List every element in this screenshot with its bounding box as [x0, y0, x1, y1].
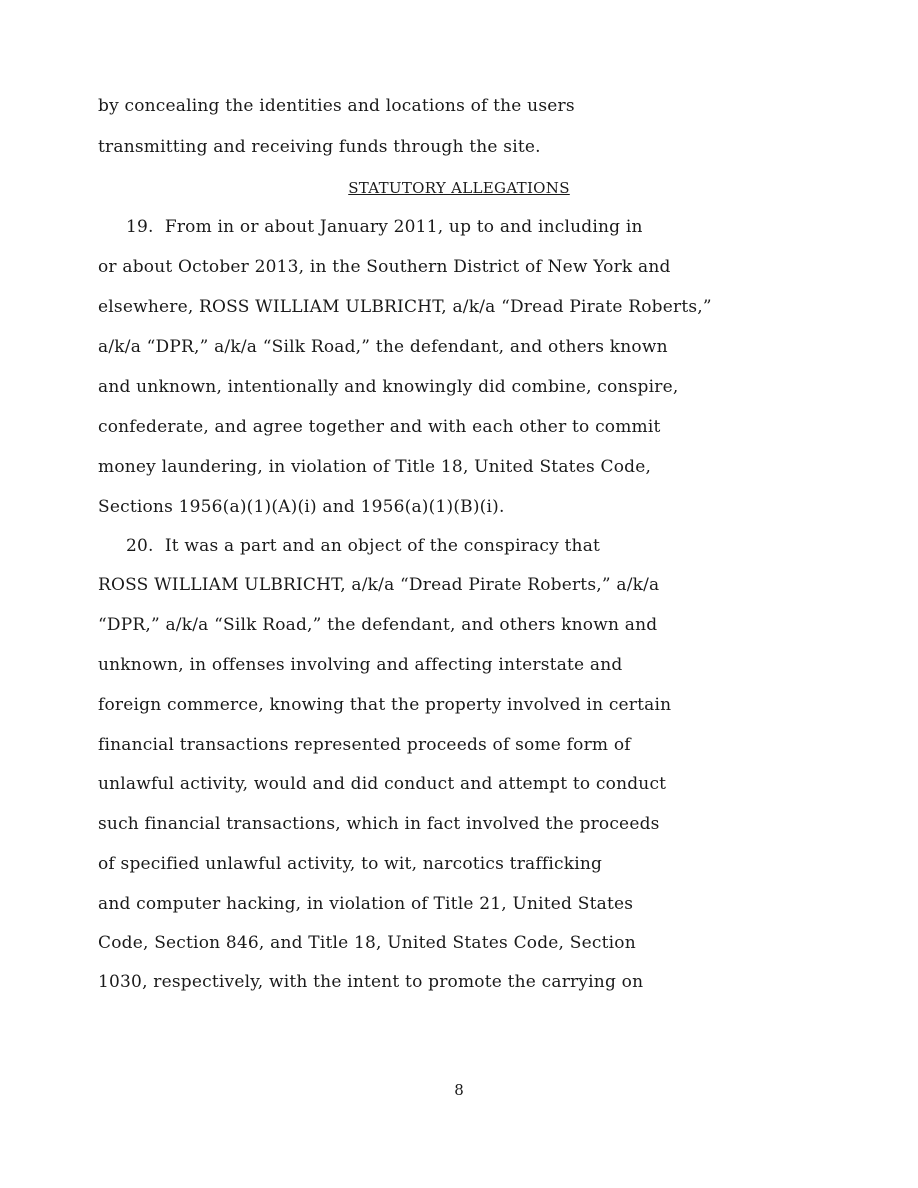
intro-line-2: transmitting and receiving funds through the site.: [98, 137, 541, 157]
paragraph-20-line-11: Code, Section 846, and Title 18, United States Code, Section: [98, 933, 636, 953]
paragraph-19-line-3: elsewhere, ROSS WILLIAM ULBRICHT, a/k/a “Dread Pirate Roberts,”: [98, 297, 712, 317]
paragraph-20-line-7: unlawful activity, would and did conduct and attempt to conduct: [98, 774, 667, 794]
paragraph-19-line-4: a/k/a “DPR,” a/k/a “Silk Road,” the defendant, and others known: [98, 337, 668, 357]
paragraph-20-line-9: of specified unlawful activity, to wit, narcotics trafficking: [98, 854, 603, 874]
paragraph-20-line-8: such financial transactions, which in fact involved the proceeds: [98, 814, 660, 834]
paragraph-19-line-1: 19. From in or about January 2011, up to and including in: [98, 217, 643, 237]
paragraph-20-line-2: ROSS WILLIAM ULBRICHT, a/k/a “Dread Pirate Roberts,” a/k/a: [98, 575, 660, 595]
paragraph-20-line-4: unknown, in offenses involving and affecting interstate and: [98, 655, 623, 675]
paragraph-20-line-3: “DPR,” a/k/a “Silk Road,” the defendant, and others known and: [98, 615, 658, 635]
paragraph-19-line-5: and unknown, intentionally and knowingly did combine, conspire,: [98, 377, 679, 397]
paragraph-19-line-2: or about October 2013, in the Southern District of New York and: [98, 257, 671, 277]
page-number: 8: [454, 1081, 464, 1099]
section-heading: [0, 178, 918, 198]
section-heading-text: STATUTORY ALLEGATIONS: [348, 179, 570, 197]
paragraph-19-line-8: Sections 1956(a)(1)(A)(i) and 1956(a)(1)(B)(i).: [98, 497, 505, 517]
paragraph-20-line-6: financial transactions represented proceeds of some form of: [98, 735, 631, 755]
paragraph-20-line-12: 1030, respectively, with the intent to promote the carrying on: [98, 972, 644, 992]
paragraph-19-line-6: confederate, and agree together and with each other to commit: [98, 417, 661, 437]
paragraph-19-line-7: money laundering, in violation of Title 18, United States Code,: [98, 457, 652, 477]
intro-line-1: by concealing the identities and locations of the users: [98, 96, 575, 116]
paragraph-20-line-10: and computer hacking, in violation of Title 21, United States: [98, 894, 634, 914]
paragraph-20-line-1: 20. It was a part and an object of the conspiracy that: [98, 536, 601, 556]
paragraph-20-line-5: foreign commerce, knowing that the property involved in certain: [98, 695, 672, 715]
